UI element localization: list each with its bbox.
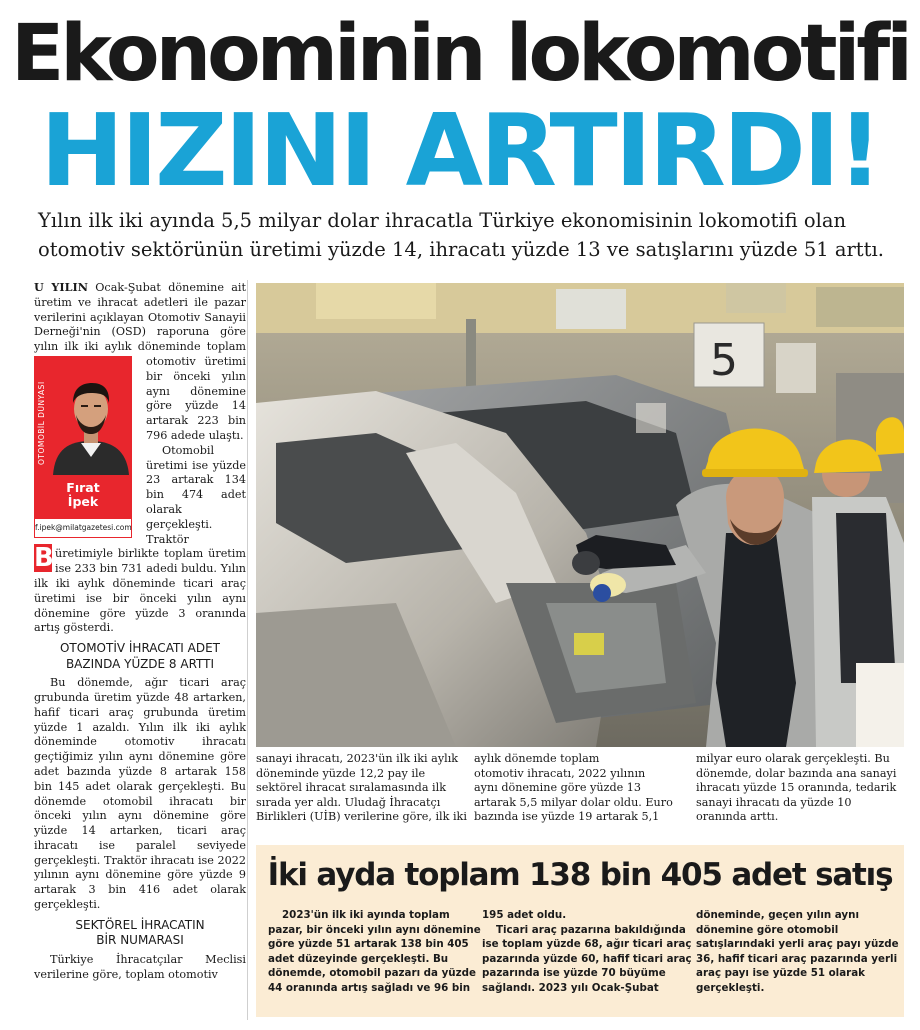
- text-line: araç payı ise yüzde 51 olarak: [696, 967, 866, 980]
- text-line: Birlikleri (UİB) verilerine göre, ilk iki: [256, 810, 467, 824]
- headline-line-1: Ekonominin lokomotifi: [11, 9, 909, 99]
- continuation-text: [256, 752, 904, 838]
- column-divider: [247, 280, 248, 1020]
- article-paragraph-4: Türkiye İhracatçılar Meclisi verilerine göre, toplam otomotiv: [34, 952, 246, 981]
- paragraph-text: Ocak-Şubat dönemine ait üretim ve ihracat adetleri ile pazar verilerini açıklayan Otomotiv Sanayii Derneği'nin (OSD) raporuna göre yılın ilk iki aylık döneminde toplam otomotiv üretimi bir önceki yılın aynı dönemine göre yüzde 14 artarak 223 bin 796 adede ulaştı.: [34, 281, 246, 442]
- text-line: sağlandı. 2023 yılı Ocak-Şubat: [482, 981, 659, 994]
- continuation-column-3: [696, 752, 898, 825]
- text-line: 195 adet oldu.: [482, 909, 567, 921]
- author-column-tag: OTOMOBİL DÜNYASI: [37, 381, 46, 465]
- assembly-line-photo-icon: [256, 283, 904, 747]
- lead-word: U YILIN: [34, 280, 88, 294]
- text-line: sırada yer aldı. Uludağ İhracatçı: [256, 795, 441, 809]
- text-line: milyar euro olarak gerçekleşti. Bu: [696, 752, 890, 765]
- text-line: bazında ise yüzde 19 artarak 5,1: [474, 810, 660, 824]
- article-paragraph-2: Otomobil üretimi ise yüzde 23 artarak 134 bin 474 adet olarak gerçekleşti. Traktör üretimiyle birlikte toplam üretim ise 233 bin 731 adedi buldu. Yılın ilk iki aylık döneminde ticari araç üretimi ise bir önceki yılın aynı dönemine göre yüzde 3 oranında artış gösterdi.: [34, 443, 246, 635]
- sales-column-1: [268, 908, 481, 996]
- text-line: pazar, bir önceki yılın aynı dönemine: [268, 923, 481, 936]
- text-line: sanayi ihracatı, 2023'ün ilk iki aylık: [256, 752, 459, 765]
- lead-line: Yılın ilk iki ayında 5,5 milyar dolar ihracatla Türkiye ekonomisinin lokomotifi olan: [38, 209, 847, 232]
- sales-box: [256, 845, 904, 1017]
- headline-line-2: HIZINI ARTIRDI!: [40, 92, 880, 209]
- text-line: oranında arttı.: [696, 810, 779, 824]
- sign-number: 5: [710, 335, 738, 386]
- text-line: dönemine göre otomobil: [696, 923, 839, 936]
- continuation-column-2: [474, 752, 676, 825]
- text-line: sanayi ihracatı da yüzde 10: [696, 795, 852, 809]
- article-paragraph-3: Bu dönemde, ağır ticari araç grubunda üretim yüzde 48 artarken, hafif ticari araç grubunda üretim yüzde 1 azaldı. Yılın ilk iki aylık döneminde otomotiv ihracatı geçtiğimiz yılın aynı dönemine göre adet bazında yüzde 8 artarak 158 bin 145 adet olarak gerçekleşti. Bu dönemde otomobil ihracatı bir önceki yılın aynı dönemine göre yüzde 14 artarken, ticari araç ihracatı ise paralel seviyede gerçekleşti. Traktör ihracatı ise 2022 yılının aynı dönemine göre yüzde 9 artarak 3 bin 416 adet olarak gerçekleşti.: [34, 676, 246, 912]
- text-line: pazarında yüzde 60, hafif ticari araç: [482, 952, 692, 965]
- article-wrap-container: [34, 280, 246, 1020]
- text-line: göre yüzde 51 artarak 138 bin 405: [268, 938, 469, 951]
- text-line: adet düzeyinde gerçekleşti. Bu: [268, 952, 449, 965]
- text-line: ise toplam yüzde 68, ağır ticari araç: [482, 938, 692, 951]
- author-email: f.ipek@milatgazetesi.com: [35, 523, 132, 532]
- text-line: dönemde, otomobil pazarı da yüzde: [268, 967, 476, 980]
- text-line: gerçekleşti.: [696, 981, 765, 994]
- text-line: döneminde yüzde 12,2 pay ile: [256, 766, 426, 780]
- dropcap: B: [34, 543, 54, 573]
- subhead-sectoral: SEKTÖREL İHRACATIN BİR NUMARASI: [75, 917, 205, 948]
- text-line: Ticari araç pazarına bakıldığında: [496, 923, 686, 936]
- text-line: 2023'ün ilk iki ayında toplam: [282, 909, 450, 921]
- text-line: döneminde, geçen yılın aynı: [696, 909, 859, 921]
- subhead-exports: OTOMOTİV İHRACATI ADET BAZINDA YÜZDE 8 ARTTI: [59, 641, 221, 671]
- author-last-name: İpek: [67, 494, 99, 509]
- lead-line: otomotiv sektörünün üretimi yüzde 14, ihracatı yüzde 13 ve satışlarını yüzde 51 arttı.: [38, 238, 884, 261]
- text-line: pazarında ise yüzde 70 büyüme: [482, 967, 666, 980]
- text-line: ihracatı yüzde 15 oranında, tedarik: [696, 781, 897, 795]
- factory-photo: [256, 283, 904, 747]
- text-line: artarak 5,5 milyar dolar oldu. Euro: [474, 795, 673, 809]
- text-line: sektörel ihracat sıralamasında ilk: [256, 781, 446, 795]
- text-line: aynı dönemine göre yüzde 13: [474, 781, 642, 795]
- lead-paragraph: [38, 206, 902, 264]
- text-line: 44 oranında artış sağladı ve 96 bin: [268, 981, 471, 994]
- sales-column-2: [482, 908, 692, 996]
- text-line: dönemde, dolar bazında ana sanayi: [696, 766, 897, 780]
- text-line: aylık dönemde toplam: [474, 752, 600, 765]
- sales-column-3: [696, 908, 899, 996]
- text-line: 36, hafif ticari araç pazarında yerli: [696, 952, 898, 965]
- text-line: satışlarındaki yerli araç payı yüzde: [696, 938, 899, 951]
- text-line: otomotiv ihracatı, 2022 yılının: [474, 766, 646, 780]
- author-first-name: Fırat: [66, 480, 100, 495]
- sales-box-title: İki ayda toplam 138 bin 405 adet satış: [267, 857, 893, 893]
- continuation-column-1: [256, 752, 467, 825]
